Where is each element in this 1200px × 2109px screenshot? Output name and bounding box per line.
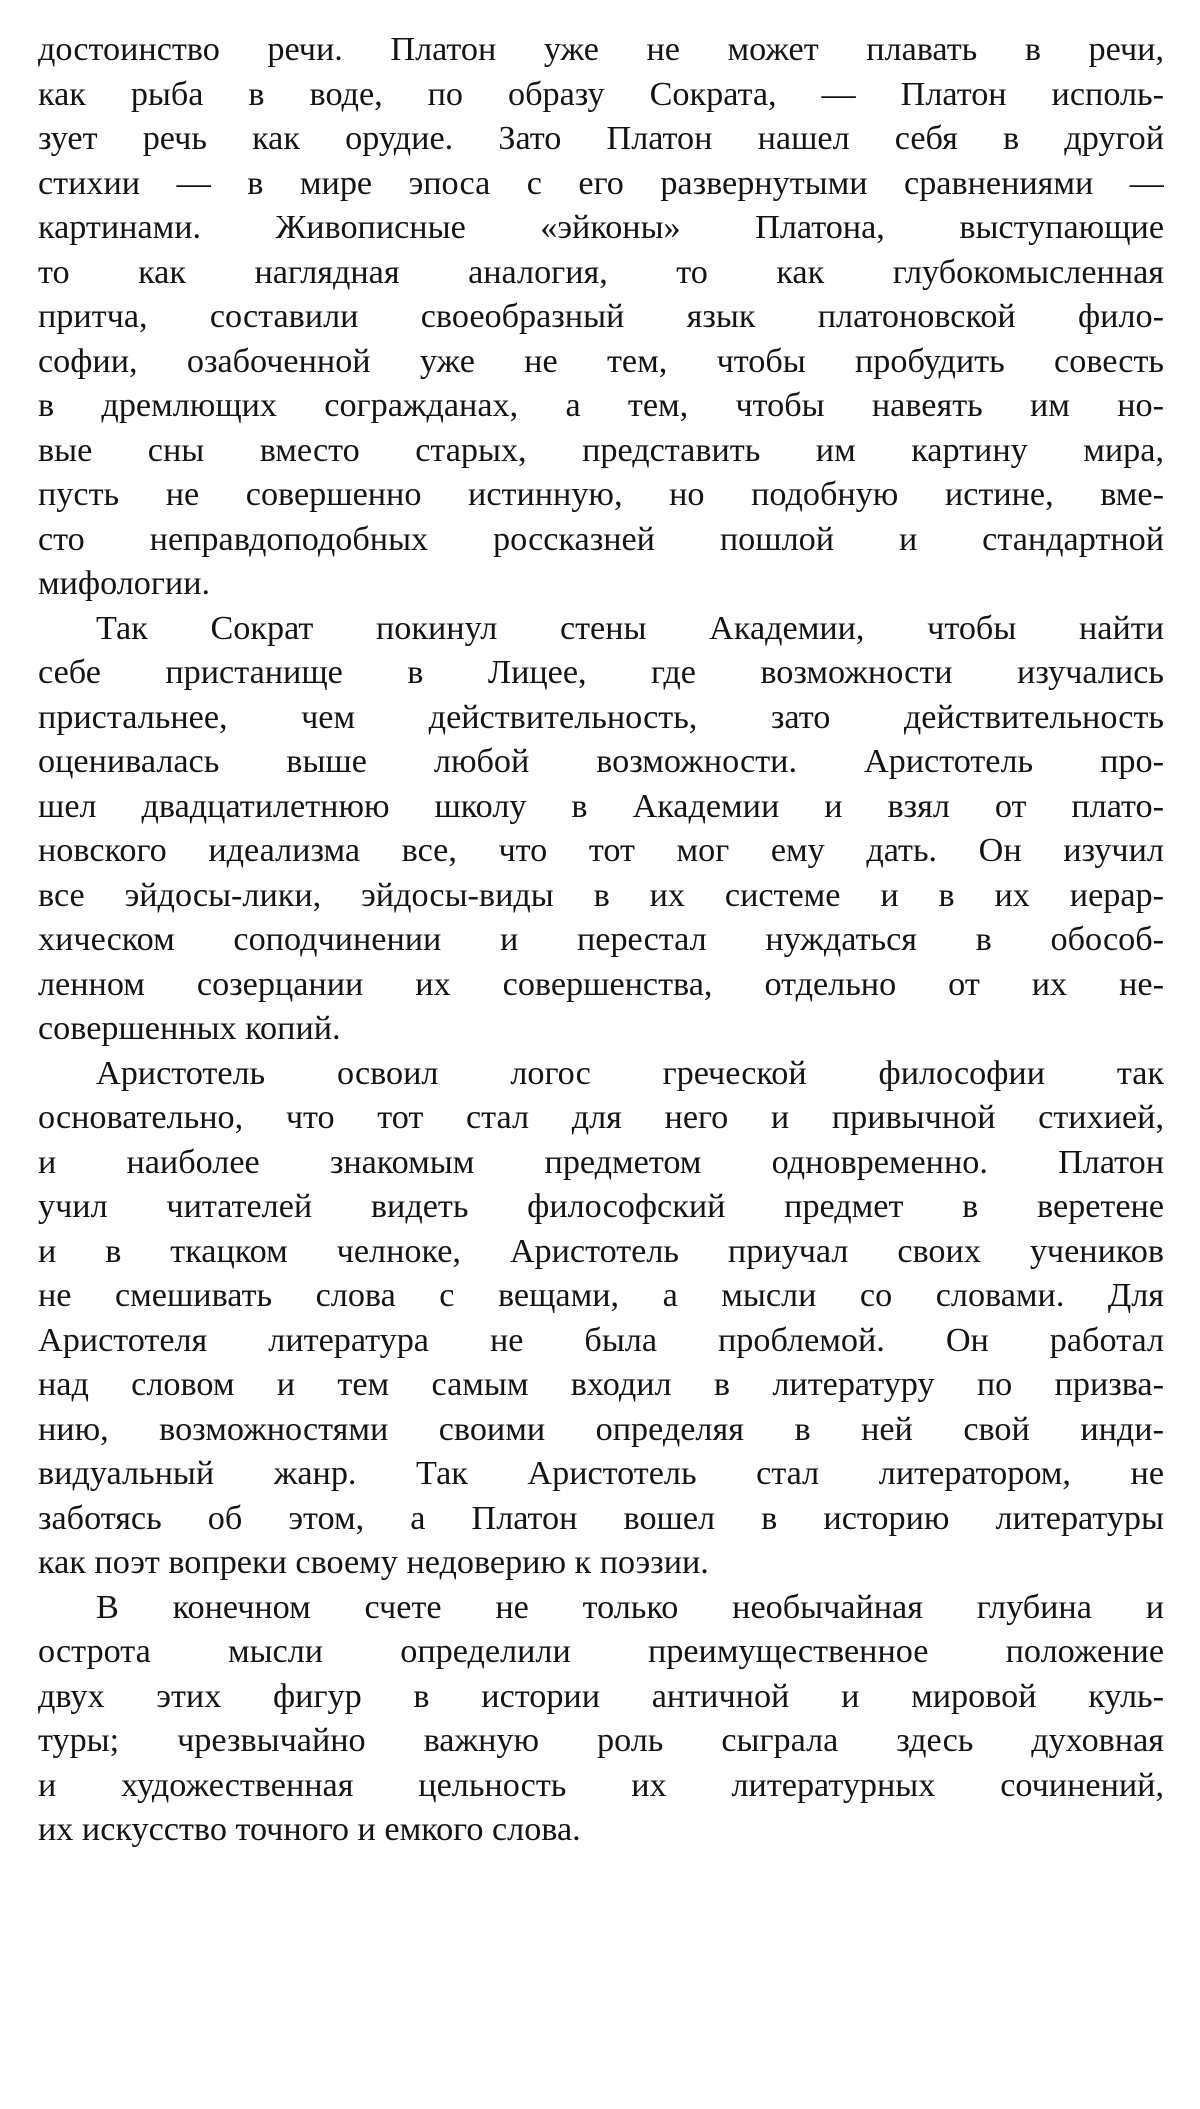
text-line: картинами. Живописные «эйконы» Платона, выступающие: [38, 209, 1164, 246]
text-line: зует речь как орудие. Зато Платон нашел себя в другой: [38, 120, 1164, 157]
text-line: вые сны вместо старых, представить им картину мира,: [38, 431, 1164, 469]
text-line: то как наглядная аналогия, то как глубокомысленная: [38, 253, 1164, 291]
paragraph: [38, 607, 1164, 1052]
text-line: и художественная цельность их литературных сочинений,: [38, 1766, 1164, 1804]
text-line: совершенных копий.: [38, 1010, 341, 1047]
text-line: туры; чрезвычайно важную роль сыграла здесь духовная: [38, 1722, 1164, 1759]
text-line: основательно, что тот стал для него и привычной стихией,: [38, 1099, 1164, 1136]
text-line: острота мысли определили преимущественное положение: [38, 1633, 1164, 1670]
text-line: и наиболее знакомым предметом одновременно. Платон: [38, 1143, 1164, 1181]
text-line: над словом и тем самым входил в литературу по призва-: [38, 1366, 1164, 1403]
text-line: как поэт вопреки своему недоверию к поэзии.: [38, 1544, 709, 1581]
text-line: Так Сократ покинул стены Академии, чтобы найти: [96, 609, 1164, 647]
text-line: хическом соподчинении и перестал нуждаться в обособ-: [38, 921, 1164, 958]
text-line: себе пристанище в Лицее, где возможности изучались: [38, 654, 1164, 691]
text-line: достоинство речи. Платон уже не может плавать в речи,: [38, 31, 1164, 68]
text-line: двух этих фигур в истории античной и мировой куль-: [38, 1677, 1164, 1715]
text-line: ленном созерцании их совершенства, отдельно от их не-: [38, 965, 1164, 1003]
text-line: нию, возможностями своими определяя в ней свой инди-: [38, 1410, 1164, 1448]
text-line: как рыба в воде, по образу Сократа, — Платон исполь-: [38, 75, 1164, 113]
paragraph: [38, 1586, 1164, 1853]
text-line: в дремлющих согражданах, а тем, чтобы навеять им но-: [38, 387, 1164, 424]
text-line: В конечном счете не только необычайная глубина и: [96, 1588, 1164, 1626]
text-line: пристальнее, чем действительность, зато действительность: [38, 698, 1164, 736]
text-line: все эйдосы-лики, эйдосы-виды в их системе и в их иерар-: [38, 876, 1164, 914]
text-line: стихии — в мире эпоса с его развернутыми сравнениями —: [38, 164, 1164, 202]
text-line: мифологии.: [38, 565, 211, 602]
text-line: учил читателей видеть философский предмет в веретене: [38, 1188, 1164, 1225]
text-line: шел двадцатилетнюю школу в Академии и взял от плато-: [38, 787, 1164, 825]
document-page: [38, 28, 1164, 1853]
text-line: Аристотеля литература не была проблемой. Он работал: [38, 1321, 1164, 1359]
text-line: видуальный жанр. Так Аристотель стал литератором, не: [38, 1455, 1164, 1492]
text-line: не смешивать слова с вещами, а мысли со словами. Для: [38, 1277, 1164, 1314]
text-line: оценивалась выше любой возможности. Аристотель про-: [38, 743, 1164, 780]
paragraph: [38, 28, 1164, 607]
text-line: и в ткацком челноке, Аристотель приучал своих учеников: [38, 1232, 1164, 1270]
text-line: сто неправдоподобных россказней пошлой и стандартной: [38, 520, 1164, 558]
text-line: Аристотель освоил логос греческой философии так: [96, 1054, 1164, 1092]
text-line: пусть не совершенно истинную, но подобную истине, вме-: [38, 476, 1164, 513]
text-line: новского идеализма все, что тот мог ему дать. Он изучил: [38, 832, 1164, 869]
text-line: софии, озабоченной уже не тем, чтобы пробудить совесть: [38, 342, 1164, 380]
text-line: их искусство точного и емкого слова.: [38, 1811, 581, 1848]
paragraph: [38, 1052, 1164, 1586]
text-line: заботясь об этом, а Платон вошел в историю литературы: [38, 1499, 1164, 1537]
text-line: притча, составили своеобразный язык платоновской фило-: [38, 298, 1164, 335]
